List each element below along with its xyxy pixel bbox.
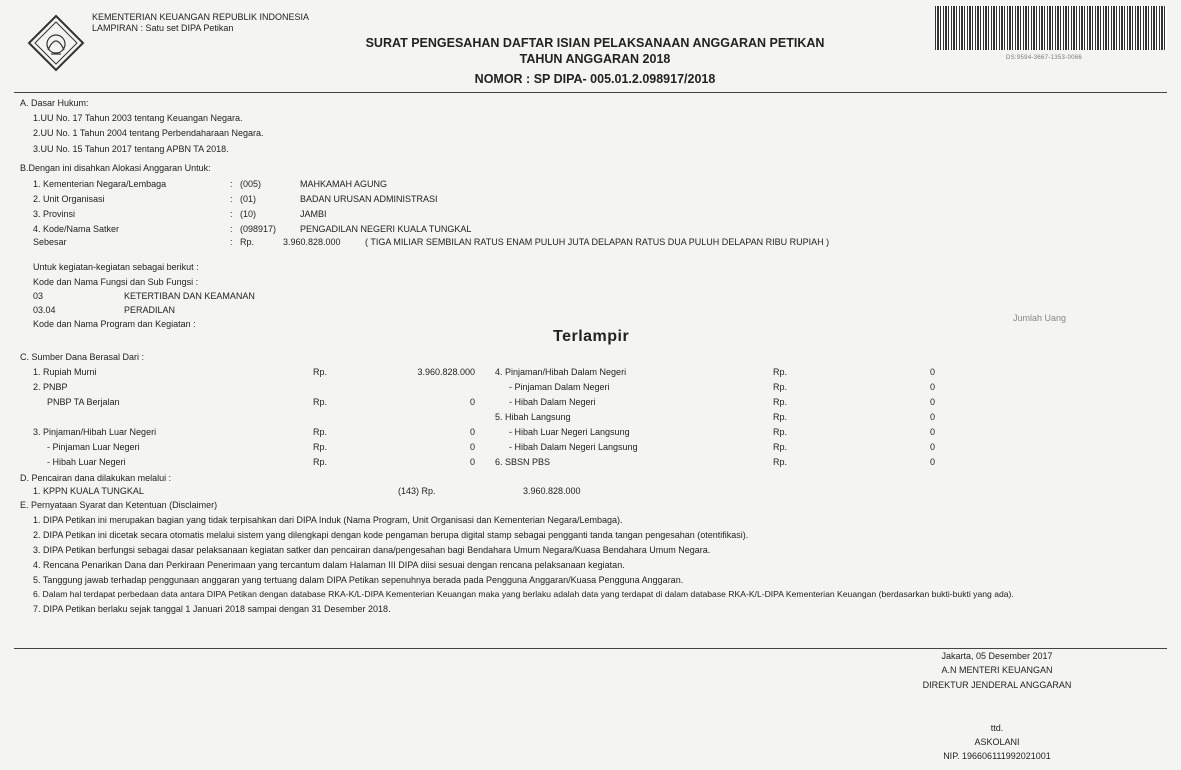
allocation-label: 1. Kementerian Negara/Lembaga [33, 179, 167, 189]
allocation-value: BADAN URUSAN ADMINISTRASI [300, 194, 438, 204]
fund-source-label: 6. SBSN PBS [495, 457, 551, 467]
fund-source-label: 5. Hibah Langsung [495, 412, 571, 422]
function-code: 03 [33, 291, 44, 301]
attached-note: Terlampir [553, 328, 630, 345]
fiscal-year: TAHUN ANGGARAN 2018 [519, 52, 671, 66]
allocation-label: 2. Unit Organisasi [33, 194, 105, 204]
fund-source-value: 0 [469, 442, 475, 452]
disclaimer-item: 2. DIPA Petikan ini dicetak secara otomatis melalui sistem yang dilengkapi dengan kode pengaman berupa digital stamp sebagai pengganti tanda tangan pengesahan (otentifikasi). [33, 530, 749, 540]
signature-signed: ttd. [990, 723, 1004, 733]
allocation-code: (01) [240, 194, 257, 204]
signatory-name: ASKOLANI [974, 737, 1020, 747]
disclaimer-item: 5. Tanggung jawab terhadap penggunaan anggaran yang tertuang dalam DIPA Petikan sepenuhnya berada pada Pengguna Anggaran/Kuasa Pengguna Anggaran. [33, 575, 684, 585]
section-b-heading: B.Dengan ini disahkan Alokasi Anggaran Untuk: [20, 163, 211, 173]
legal-basis-item: 1.UU No. 17 Tahun 2003 tentang Keuangan Negara. [33, 113, 243, 123]
section-d-heading: D. Pencairan dana dilakukan melalui : [20, 473, 172, 483]
fund-source-label: - Hibah Dalam Negeri [509, 397, 596, 407]
fund-source-value: 3.960.828.000 [417, 367, 475, 377]
amount-currency: Rp. [240, 237, 255, 247]
fund-source-currency: Rp. [773, 427, 788, 437]
amount-colon: : [230, 237, 233, 247]
allocation-colon: : [230, 194, 233, 204]
fund-source-value: 0 [469, 427, 475, 437]
fund-source-currency: Rp. [313, 442, 328, 452]
amount-in-words: ( TIGA MILIAR SEMBILAN RATUS ENAM PULUH JUTA DELAPAN RATUS DUA PULUH DELAPAN RIBU RUPIAH ) [365, 237, 830, 247]
allocation-label: 3. Provinsi [33, 209, 76, 219]
barcode-text: DS:9594-3667-1353-0066 [1006, 55, 1082, 61]
function-label: Kode dan Nama Fungsi dan Sub Fungsi : [33, 277, 199, 287]
disclaimer-item: 3. DIPA Petikan berfungsi sebagai dasar pelaksanaan kegiatan satker dan pencairan dana/pengesahan bagi Bendahara Umum Negara/Kuasa Bendahara Umum Negara. [33, 545, 711, 555]
allocation-colon: : [230, 179, 233, 189]
allocation-code: (10) [240, 209, 257, 219]
fund-source-currency: Rp. [773, 382, 788, 392]
disclaimer-item: 4. Rencana Penarikan Dana dan Perkiraan Penerimaan yang tercantum dalam Halaman III DIPA diisi sesuai dengan rencana pelaksanaan kegiatan. [33, 560, 625, 570]
disclaimer-item: 6. Dalam hal terdapat perbedaan data antara DIPA Petikan dengan database RKA-K/L-DIPA Kementerian Keuangan maka yang berlaku adalah data yang terdapat di dalam database RKA-K/L-DIPA Kementerian Keuangan (berdasarkan bukti-bukti yang ada). [33, 589, 1014, 599]
allocation-value: PENGADILAN NEGERI KUALA TUNGKAL [300, 224, 472, 234]
fund-source-currency: Rp. [773, 457, 788, 467]
fund-source-value: 0 [929, 412, 935, 422]
barcode-icon [935, 6, 1167, 50]
fund-source-label: PNBP TA Berjalan [47, 397, 120, 407]
fund-source-label: - Hibah Luar Negeri [47, 457, 126, 467]
fund-source-currency: Rp. [773, 412, 788, 422]
fund-source-value: 0 [469, 457, 475, 467]
fund-source-currency: Rp. [773, 442, 788, 452]
fund-source-currency: Rp. [313, 457, 328, 467]
fund-source-currency: Rp. [313, 397, 328, 407]
fund-source-label: - Hibah Dalam Negeri Langsung [509, 442, 638, 452]
allocation-label: 4. Kode/Nama Satker [33, 224, 120, 234]
section-c-heading: C. Sumber Dana Berasal Dari : [20, 352, 145, 362]
fund-source-label: - Hibah Luar Negeri Langsung [509, 427, 630, 437]
fund-source-currency: Rp. [773, 397, 788, 407]
signature-position: DIREKTUR JENDERAL ANGGARAN [922, 680, 1072, 690]
allocation-value: MAHKAMAH AGUNG [300, 179, 388, 189]
disbursement-office: 1. KPPN KUALA TUNGKAL [33, 486, 144, 496]
fund-source-currency: Rp. [313, 427, 328, 437]
activities-intro: Untuk kegiatan-kegiatan sebagai berikut : [33, 262, 199, 272]
disclaimer-item: 1. DIPA Petikan ini merupakan bagian yang tidak terpisahkan dari DIPA Induk (Nama Program, Unit Organisasi dan Kementerian Negara/Lembaga). [33, 515, 623, 525]
fund-source-value: 0 [929, 367, 935, 377]
section-a-heading: A. Dasar Hukum: [20, 98, 89, 108]
fund-source-value: 0 [929, 442, 935, 452]
fund-source-label: 1. Rupiah Murni [33, 367, 97, 377]
fund-source-label: - Pinjaman Luar Negeri [47, 442, 140, 452]
signature-place-date: Jakarta, 05 Desember 2017 [941, 651, 1053, 661]
fund-source-value: 0 [929, 397, 935, 407]
document-number: NOMOR : SP DIPA- 005.01.2.098917/2018 [474, 72, 716, 86]
header-divider [14, 92, 1167, 93]
footer-divider [14, 648, 1167, 649]
fund-source-value: 0 [469, 397, 475, 407]
amount-column-header: Jumlah Uang [1013, 313, 1067, 323]
fund-source-currency: Rp. [313, 367, 328, 377]
allocation-code: (098917) [240, 224, 277, 234]
disclaimer-item: 7. DIPA Petikan berlaku sejak tanggal 1 Januari 2018 sampai dengan 31 Desember 2018. [33, 604, 391, 614]
fund-source-value: 0 [929, 382, 935, 392]
allocation-colon: : [230, 224, 233, 234]
fund-source-value: 0 [929, 457, 935, 467]
document-title: SURAT PENGESAHAN DAFTAR ISIAN PELAKSANAAN ANGGARAN PETIKAN [365, 36, 825, 50]
allocation-value: JAMBI [300, 209, 327, 219]
legal-basis-item: 3.UU No. 15 Tahun 2017 tentang APBN TA 2018. [33, 144, 229, 154]
amount-total: 3.960.828.000 [283, 237, 341, 247]
fund-source-label: 3. Pinjaman/Hibah Luar Negeri [33, 427, 157, 437]
subfunction-code: 03.04 [33, 305, 56, 315]
fund-source-value: 0 [929, 427, 935, 437]
signatory-nip: NIP. 196606111992021001 [943, 751, 1051, 761]
legal-basis-item: 2.UU No. 1 Tahun 2004 tentang Perbendaharaan Negara. [33, 128, 264, 138]
amount-label: Sebesar [33, 237, 67, 247]
disbursement-amount: 3.960.828.000 [523, 486, 581, 496]
section-e-heading: E. Pernyataan Syarat dan Ketentuan (Disclaimer) [20, 500, 218, 510]
allocation-colon: : [230, 209, 233, 219]
function-name: KETERTIBAN DAN KEAMANAN [124, 291, 255, 301]
ministry-name: KEMENTERIAN KEUANGAN REPUBLIK INDONESIA [92, 12, 310, 22]
ministry-emblem-icon [26, 14, 86, 72]
allocation-code: (005) [240, 179, 262, 189]
fund-source-currency: Rp. [773, 367, 788, 377]
signature-on-behalf: A.N MENTERI KEUANGAN [941, 665, 1053, 675]
program-label: Kode dan Nama Program dan Kegiatan : [33, 319, 196, 329]
disbursement-code: (143) Rp. [398, 486, 436, 496]
subfunction-name: PERADILAN [124, 305, 176, 315]
fund-source-label: 2. PNBP [33, 382, 68, 392]
attachment-label: LAMPIRAN : Satu set DIPA Petikan [92, 23, 234, 33]
fund-source-label: 4. Pinjaman/Hibah Dalam Negeri [495, 367, 627, 377]
fund-source-label: - Pinjaman Dalam Negeri [509, 382, 610, 392]
